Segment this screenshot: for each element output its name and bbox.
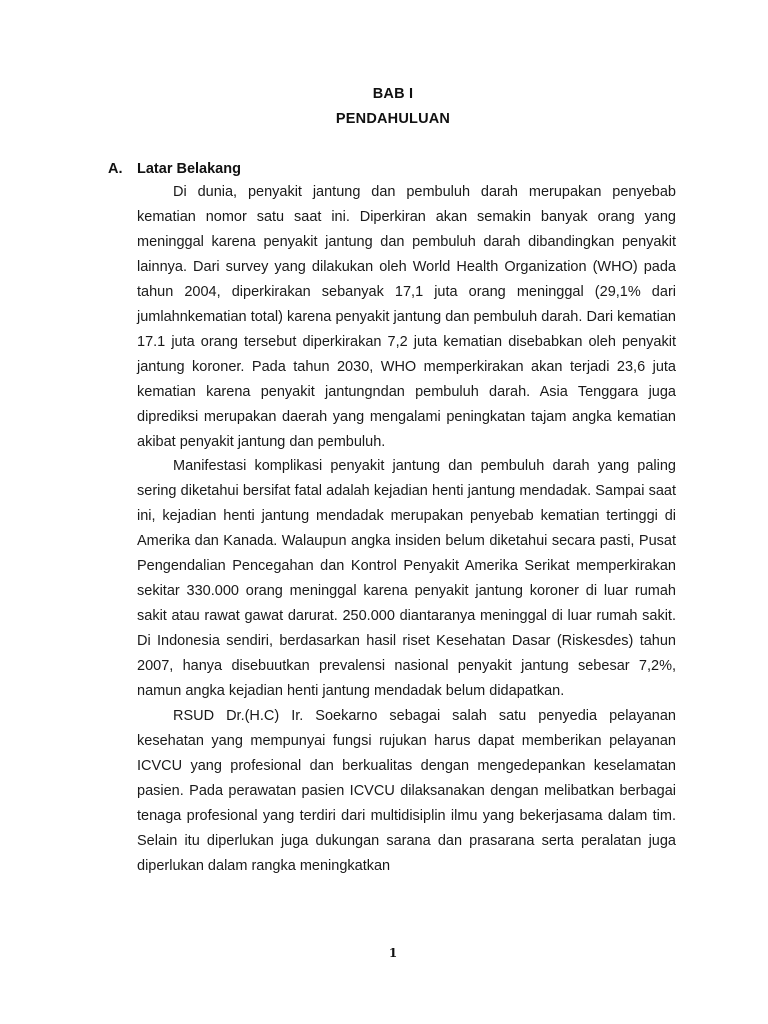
body-text	[137, 180, 676, 879]
page-number: 1	[388, 946, 398, 960]
paragraph-2: Manifestasi komplikasi penyakit jantung dan pembuluh darah yang paling sering diketahui bersifat fatal adalah kejadian henti jantung mendadak. Sampai saat ini, kejadian henti jantung mendadak merupakan penyebab kematian tertinggi di Amerika dan Kanada. Walaupun angka insiden belum diketahui secara pasti, Pusat Pengendalian Pencegahan dan Kontrol Penyakit Amerika Serikat memperkirakan sekitar 330.000 orang meninggal karena penyakit jantung koroner di luar rumah sakit atau rawat gawat darurat. 250.000 diantaranya meninggal di luar rumah sakit. Di Indonesia sendiri, berdasarkan hasil riset Kesehatan Dasar (Riskesdes) tahun 2007, hanya disebuutkan prevalensi nasional penyakit jantung sebesar 7,2%, namun angka kejadian henti jantung mendadak belum didapatkan.	[137, 458, 676, 700]
section-heading	[108, 161, 241, 177]
section-title: Latar Belakang	[137, 161, 241, 177]
chapter-title: PENDAHULUAN	[335, 111, 451, 127]
section-letter: A.	[108, 161, 123, 177]
paragraph-1: Di dunia, penyakit jantung dan pembuluh darah merupakan penyebab kematian nomor satu saat ini. Diperkiran akan semakin banyak orang yang meninggal karena penyakit jantung dan pembuluh darah dibandingkan penyakit lainnya. Dari survey yang dilakukan oleh World Health Organization (WHO) pada tahun 2004, diperkirakan sebanyak 17,1 juta orang meninggal (29,1% dari jumlahnkematian total) karena penyakit jantung dan pembuluh darah. Dari kematian 17.1 juta orang tersebut diperkirakan 7,2 juta kematian disebabkan oleh penyakit jantung koroner. Pada tahun 2030, WHO memperkirakan akan terjadi 23,6 juta kematian karena penyakit jantungndan pembuluh darah. Asia Tenggara juga diprediksi merupakan daerah yang mengalami peningkatan tajam angka kematian akibat penyakit jantung dan pembuluh.	[137, 184, 676, 450]
paragraph-3: RSUD Dr.(H.C) Ir. Soekarno sebagai salah satu penyedia pelayanan kesehatan yang mempunyai fungsi rujukan harus dapat memberikan pelayanan ICVCU yang profesional dan berkualitas dengan mengedepankan keselamatan pasien. Pada perawatan pasien ICVCU dilaksanakan dengan melibatkan berbagai tenaga profesional yang terdiri dari multidisiplin ilmu yang bekerjasama dalam tim. Selain itu diperlukan juga dukungan sarana dan prasarana serta peralatan juga diperlukan dalam rangka meningkatkan	[137, 708, 676, 874]
chapter-number: BAB I	[372, 86, 414, 102]
